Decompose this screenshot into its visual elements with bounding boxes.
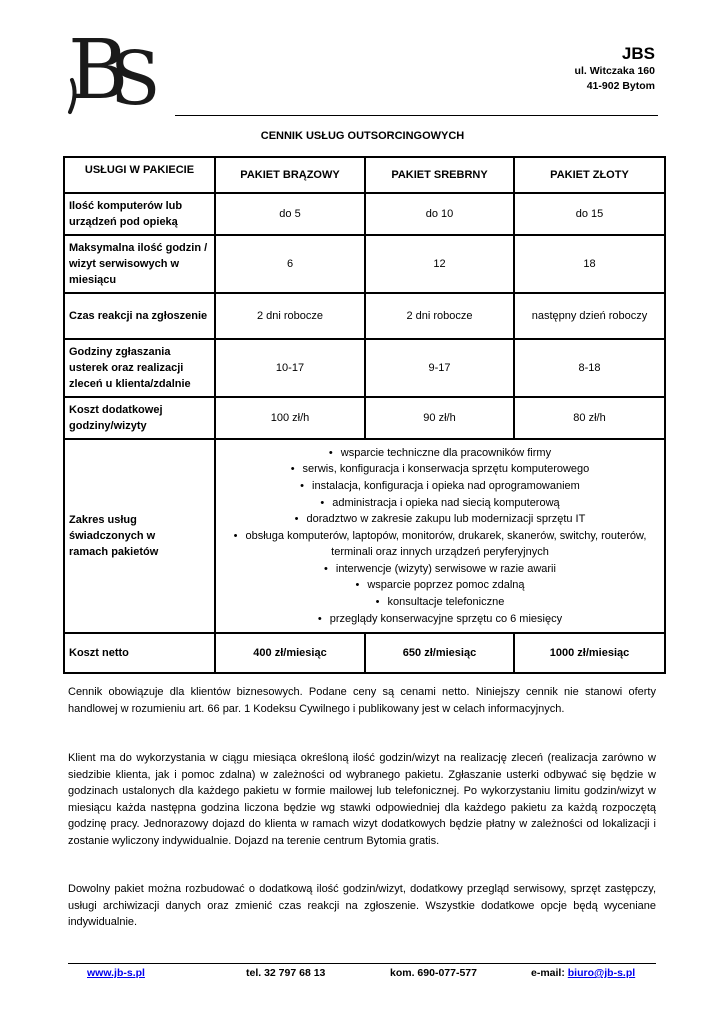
list-item: • doradztwo w zakresie zakupu lub modernizacji sprzętu IT (224, 511, 656, 528)
paragraph-disclaimer: Cennik obowiązuje dla klientów biznesowych. Podane ceny są cenami netto. Niniejszy cennik nie stanowi oferty handlowej w rozumieniu art. 66 par. 1 Kodeksu Cywilnego i publikowany jest w celach informacyjnych. (68, 686, 656, 715)
svg-text:S: S (110, 36, 161, 115)
email-label: e-mail: (531, 967, 568, 979)
company-logo (66, 20, 166, 115)
cell-silver: do 10 (365, 193, 514, 235)
svg-text:B: B (68, 23, 117, 115)
row-label: Czas reakcji na zgłoszenie (64, 293, 215, 339)
list-item: • wsparcie poprzez pomoc zdalną (224, 577, 656, 594)
list-item: • instalacja, konfiguracja i opieka nad oprogramowaniem (224, 478, 656, 495)
cell-silver: 2 dni robocze (365, 293, 514, 339)
header-services: USŁUGI W PAKIECIE (64, 157, 215, 193)
net-cost-label: Koszt netto (64, 633, 215, 673)
paragraph-usage-terms: Klient ma do wykorzystania w ciągu miesiąca określoną ilość godzin/wizyt na realizację zleceń (realizacja zarówno w siedzibie klienta, jak i pomoc zdalna) w zależności od wybranego pakietu. Zgłaszanie usterki odbywać się będzie w godzinach ustalonych dla każdego pakietu w formie mailowej lub telefonicznej. Po wykorzystaniu limitu godzin/wizyt w miesiącu każda następna godzina liczona będzie wg stawki odpowiedniej dla każdego pakietu za każdą rozpoczętą godzinę pracy. Jednorazowy dojazd do klienta w ramach wizyt dodatkowych będzie płatny w zależności od lokalizacji i zostanie wyliczony indywidualnie. Dojazd na terenie centrum Bytomia gratis. (68, 752, 656, 847)
website-link[interactable]: www.jb-s.pl (87, 967, 145, 979)
header-gold: PAKIET ZŁOTY (514, 157, 665, 193)
price-table (63, 156, 666, 674)
cell-gold: do 15 (514, 193, 665, 235)
header-silver: PAKIET SREBRNY (365, 157, 514, 193)
cell-gold: 8-18 (514, 339, 665, 397)
net-cost-bronze: 400 zł/miesiąc (215, 633, 365, 673)
scope-label: Zakres usług świadczonych w ramach pakietów (64, 439, 215, 633)
header-divider (175, 115, 658, 116)
list-item: • konsultacje telefoniczne (224, 594, 656, 611)
table-row (64, 397, 665, 439)
cell-bronze: 6 (215, 235, 365, 293)
cell-gold: następny dzień roboczy (514, 293, 665, 339)
footer-mobile: kom. 690-077-577 (390, 967, 477, 979)
table-row (64, 193, 665, 235)
scope-list (224, 445, 656, 628)
row-label: Godziny zgłaszania usterek oraz realizacji zleceń u klienta/zdalnie (64, 339, 215, 397)
list-item: • wsparcie techniczne dla pracowników firmy (224, 445, 656, 462)
cell-gold: 80 zł/h (514, 397, 665, 439)
scope-cell (215, 439, 665, 633)
footer-divider (68, 963, 656, 964)
table-row (64, 235, 665, 293)
list-item: • serwis, konfiguracja i konserwacja sprzętu komputerowego (224, 461, 656, 478)
paragraph-extensions: Dowolny pakiet można rozbudować o dodatkową ilość godzin/wizyt, dodatkowy przegląd serwisowy, sprzęt zastępczy, usługi archiwizacji danych oraz zmienić czas reakcji na zgłoszenie. Wszystkie dodatkowe opcje będą wyceniane indywidualnie. (68, 883, 656, 929)
company-street: ul. Witczaka 160 (574, 65, 655, 77)
cell-gold: 18 (514, 235, 665, 293)
cell-silver: 9-17 (365, 339, 514, 397)
footer-phone: tel. 32 797 68 13 (246, 967, 326, 979)
company-city: 41-902 Bytom (586, 80, 655, 92)
net-cost-silver: 650 zł/miesiąc (365, 633, 514, 673)
email-link[interactable]: biuro@jb-s.pl (567, 967, 636, 979)
cell-bronze: 10-17 (215, 339, 365, 397)
document-title: CENNIK USŁUG OUTSORCINGOWYCH (260, 130, 465, 142)
header-bronze: PAKIET BRĄZOWY (215, 157, 365, 193)
row-label: Maksymalna ilość godzin / wizyt serwisowych w miesiącu (64, 235, 215, 293)
scope-row (64, 439, 665, 633)
cell-silver: 90 zł/h (365, 397, 514, 439)
cell-bronze: 2 dni robocze (215, 293, 365, 339)
table-row (64, 339, 665, 397)
list-item: • przeglądy konserwacyjne sprzętu co 6 miesięcy (224, 611, 656, 628)
footer-email-block (531, 967, 635, 979)
row-label: Koszt dodatkowej godziny/wizyty (64, 397, 215, 439)
list-item: • administracja i opieka nad siecią komputerową (224, 495, 656, 512)
table-header-row (64, 157, 665, 193)
cell-bronze: 100 zł/h (215, 397, 365, 439)
net-cost-gold: 1000 zł/miesiąc (514, 633, 665, 673)
company-address-block (575, 44, 655, 94)
list-item: • interwencje (wizyty) serwisowe w razie awarii (224, 561, 656, 578)
cell-bronze: do 5 (215, 193, 365, 235)
table-row (64, 293, 665, 339)
net-cost-row (64, 633, 665, 673)
company-name: JBS (621, 44, 655, 63)
row-label: Ilość komputerów lub urządzeń pod opieką (64, 193, 215, 235)
list-item: • obsługa komputerów, laptopów, monitorów, drukarek, skanerów, switchy, routerów, terminali oraz innych urządzeń peryferyjnych (224, 528, 656, 561)
cell-silver: 12 (365, 235, 514, 293)
